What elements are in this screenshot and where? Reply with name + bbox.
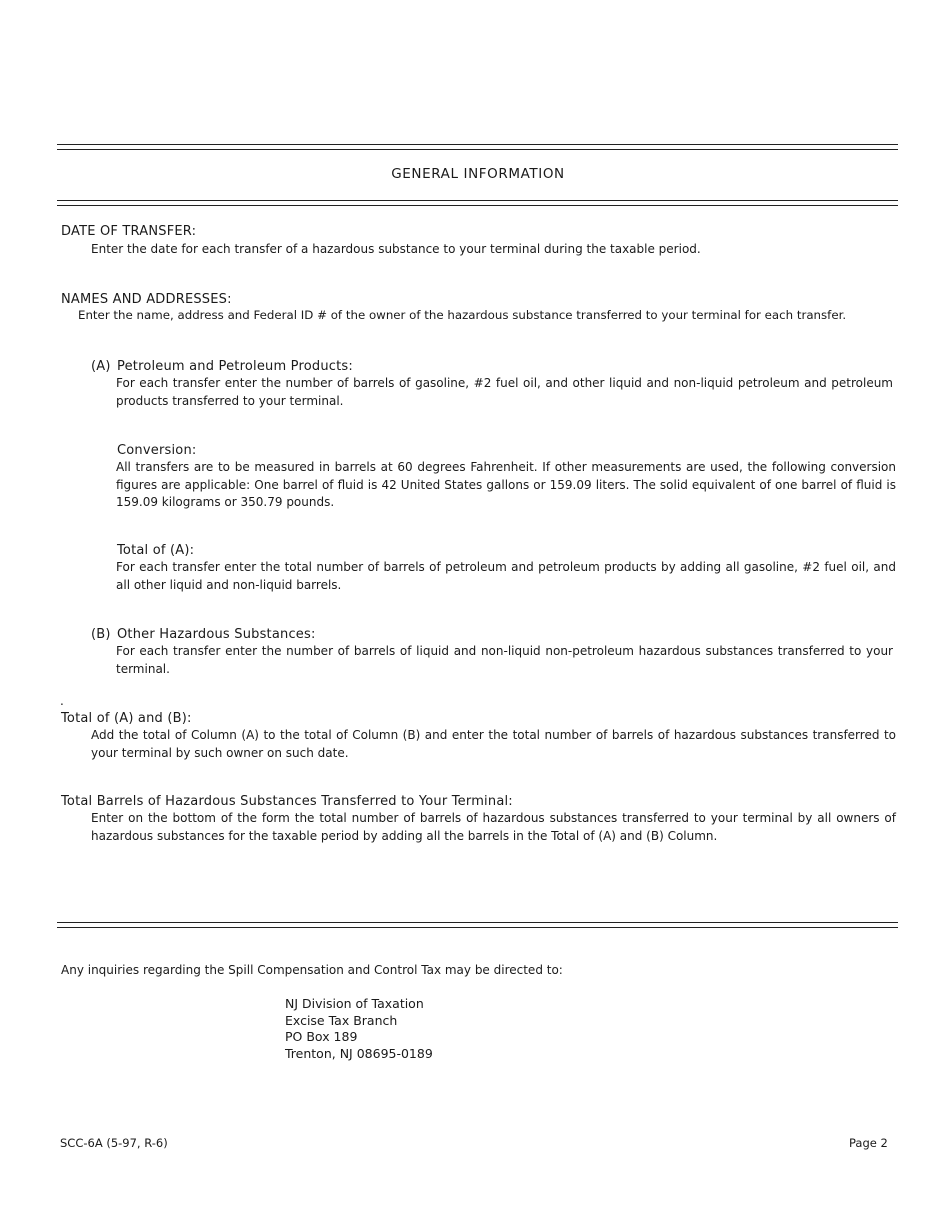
total-ab-heading: Total of (A) and (B): — [61, 711, 192, 726]
page-title: GENERAL INFORMATION — [391, 166, 565, 182]
address-line: PO Box 189 — [285, 1029, 358, 1045]
date-of-transfer-heading: DATE OF TRANSFER: — [61, 224, 197, 239]
names-addresses-heading: NAMES AND ADDRESSES: — [61, 292, 232, 307]
inquiries-text: Any inquiries regarding the Spill Compensation and Control Tax may be directed to: — [61, 963, 563, 977]
inquiries-divider — [57, 922, 898, 928]
other-hazardous-heading: Other Hazardous Substances: — [117, 627, 316, 642]
section-a-label: (A) — [91, 359, 111, 374]
total-barrels-body: Enter on the bottom of the form the total number of barrels of hazardous substances transferred to your terminal by all owners of hazardous substances for the taxable period by adding all the barrels in the Total of (A) and (B) Column. — [91, 811, 896, 843]
section-b-label: (B) — [91, 627, 111, 642]
names-addresses-body: Enter the name, address and Federal ID # of the owner of the hazardous substance transferred to your terminal for each transfer. — [78, 308, 847, 322]
conversion-heading: Conversion: — [117, 443, 197, 458]
total-ab-body: Add the total of Column (A) to the total of Column (B) and enter the total number of barrels of hazardous substances transferred to your terminal by such owner on such date. — [91, 728, 896, 760]
petroleum-body: For each transfer enter the number of barrels of gasoline, #2 fuel oil, and other liquid and non-liquid petroleum and petroleum products transferred to your terminal. — [116, 376, 893, 408]
date-of-transfer-body: Enter the date for each transfer of a hazardous substance to your terminal during the taxable period. — [91, 242, 701, 256]
petroleum-heading: Petroleum and Petroleum Products: — [117, 359, 353, 374]
total-barrels-heading: Total Barrels of Hazardous Substances Transferred to Your Terminal: — [61, 794, 513, 809]
top-divider — [57, 144, 898, 150]
other-hazardous-body: For each transfer enter the number of barrels of liquid and non-liquid non-petroleum hazardous substances transferred to your terminal. — [116, 644, 893, 676]
total-a-heading: Total of (A): — [117, 543, 195, 558]
page-number: Page 2 — [849, 1136, 888, 1150]
address-line: Excise Tax Branch — [285, 1012, 398, 1028]
total-a-body: For each transfer enter the total number of barrels of petroleum and petroleum products by adding all gasoline, #2 fuel oil, and all other liquid and non-liquid barrels. — [116, 560, 896, 592]
title-divider — [57, 200, 898, 206]
stray-period: . — [60, 694, 64, 708]
tax-office-address — [285, 996, 433, 1062]
form-id: SCC-6A (5-97, R-6) — [60, 1136, 168, 1150]
conversion-body: All transfers are to be measured in barrels at 60 degrees Fahrenheit. If other measurements are used, the following conversion figures are applicable: One barrel of fluid is 42 United States gallons or 159.09 liters. The solid equivalent of one barrel of fluid is 159.09 kilograms or 350.79 pounds. — [116, 460, 896, 509]
address-line: NJ Division of Taxation — [285, 996, 424, 1011]
address-line: Trenton, NJ 08695-0189 — [285, 1045, 433, 1061]
